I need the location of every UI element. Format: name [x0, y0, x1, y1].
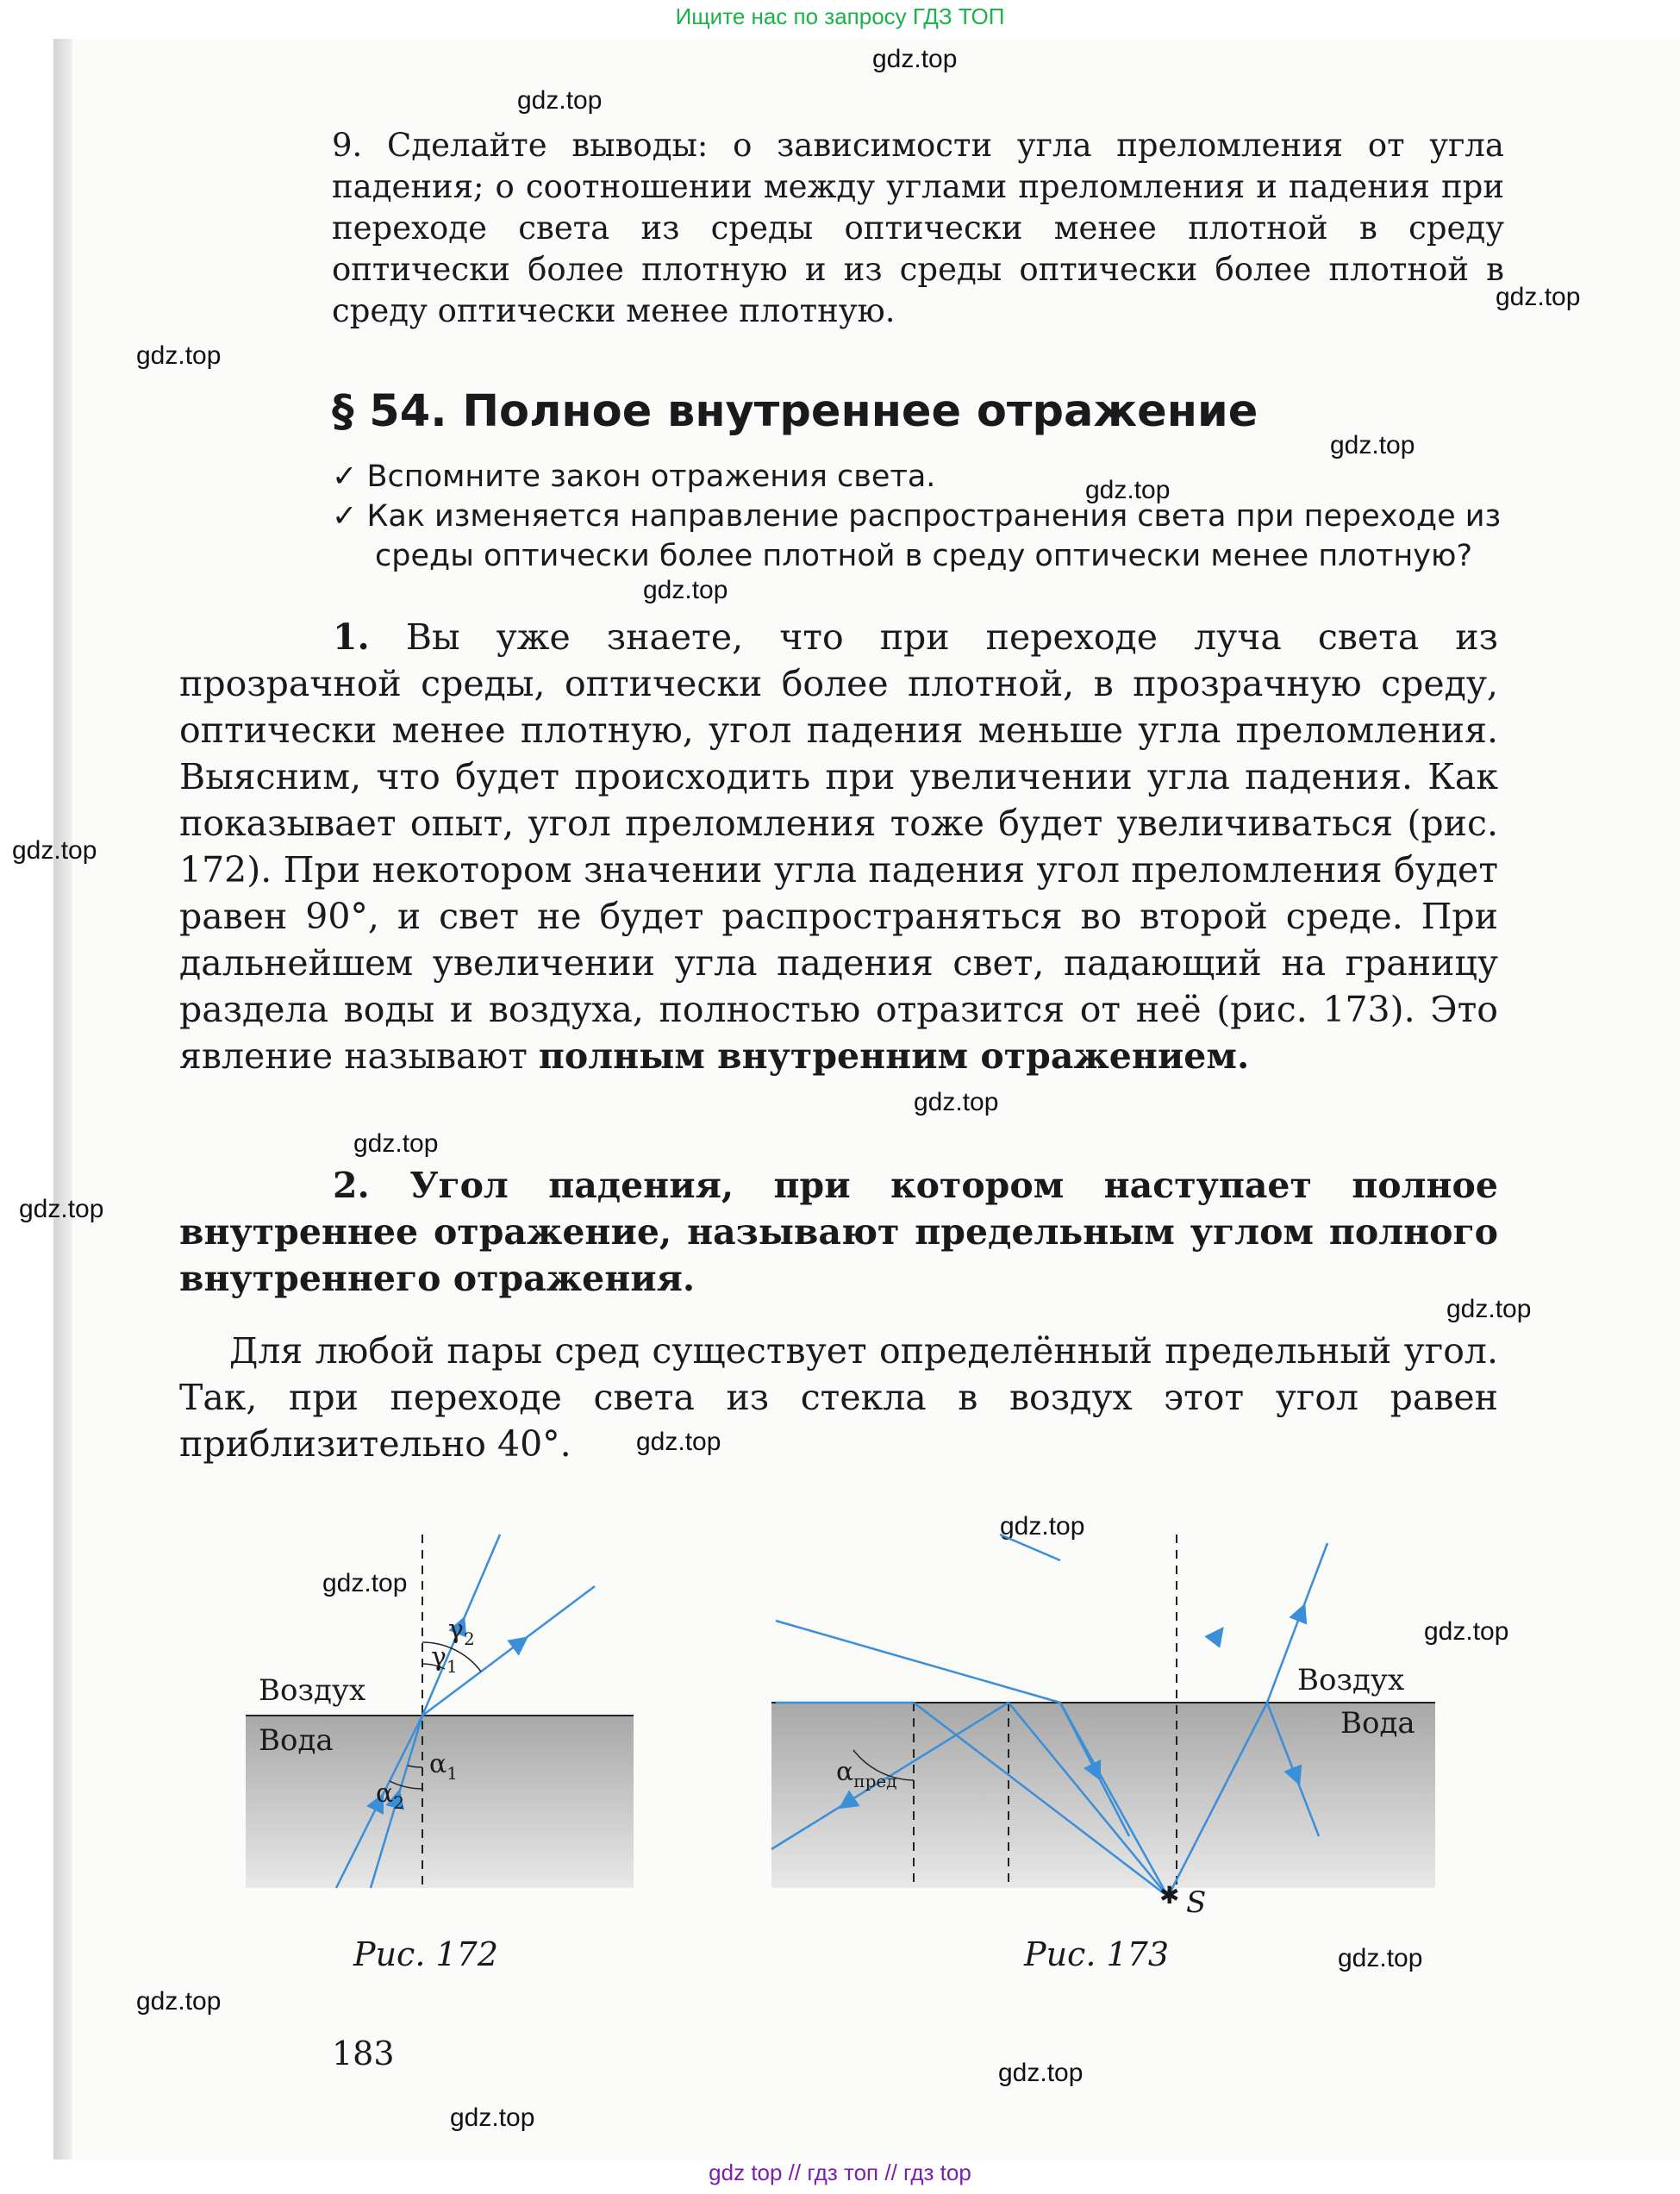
refracted-ray [776, 1621, 1060, 1703]
paragraph-3: Для любой пары сред существует определённый предельный угол. Так, при переходе света из стекла в воздух этот угол равен приблизительно 40°. [179, 1330, 1498, 1465]
question-item [332, 457, 1504, 497]
watermark: gdz.top [1000, 1512, 1085, 1541]
watermark: gdz.top [872, 45, 958, 73]
page-spine-shadow [53, 39, 72, 2160]
task-9 [332, 125, 1504, 332]
watermark: gdz.top [643, 576, 728, 604]
gamma2-label: $\gamma_2$ [448, 1615, 475, 1649]
figure-173-caption: Рис. 173 [1024, 1935, 1170, 1973]
ray [1000, 1535, 1060, 1560]
arrow [517, 1642, 521, 1645]
watermark: gdz.top [136, 341, 222, 370]
watermark: gdz.top [1424, 1617, 1509, 1646]
paragraph-1 [179, 614, 1498, 1079]
task-text: Сделайте выводы: о зависимости угла преломления от угла падения; о соотношении между углами преломления и падения при переходе света из среды оптически менее плотной в среду оптически более плотную и из среды оптически более плотной в среду оптически менее плотную. [332, 127, 1504, 329]
footer-links[interactable]: gdz top // гдз топ // гдз top [709, 2160, 971, 2185]
paragraph-2-definition [179, 1162, 1498, 1302]
figure-172-caption: Рис. 172 [353, 1935, 499, 1973]
air-label: Воздух [259, 1673, 366, 1708]
watermark: gdz.top [450, 2103, 535, 2132]
question-text: Как изменяется направление распространения света при переходе из среды оптически более плотной в среду оптически менее плотную? [366, 499, 1502, 573]
watermark: gdz.top [636, 1428, 721, 1456]
check-icon: ✓ [332, 459, 358, 494]
task-number: 9. [332, 127, 363, 164]
paragraph-number: 1. [333, 616, 370, 658]
refracted-ray-2 [422, 1586, 595, 1716]
arrow [846, 1802, 849, 1803]
watermark: gdz.top [1496, 283, 1581, 311]
watermark: gdz.top [1085, 476, 1171, 504]
water-region [771, 1703, 1435, 1888]
watermark: gdz.top [914, 1088, 999, 1116]
question-item [332, 497, 1504, 576]
watermark: gdz.top [353, 1129, 439, 1158]
question-text: Вспомните закон отражения света. [366, 459, 936, 494]
watermark: gdz.top [12, 836, 97, 865]
paragraph-number: 2. [333, 1165, 370, 1206]
section-title: § 54. Полное внутреннее отражение [332, 386, 1258, 437]
source-label: S [1186, 1885, 1207, 1920]
arrow [1215, 1635, 1218, 1638]
definition-text: Угол падения, при котором наступает полное внутреннее отражение, называют предельным углом полного внутреннего отражения. [179, 1165, 1498, 1299]
check-icon: ✓ [332, 499, 358, 534]
review-questions [332, 457, 1504, 576]
alpha1-label: $\alpha_1$ [429, 1749, 458, 1784]
water-label: Вода [259, 1723, 334, 1758]
watermark: gdz.top [136, 1987, 222, 2016]
watermark: gdz.top [1330, 431, 1415, 459]
page-number: 183 [332, 2035, 395, 2072]
gamma1-label: $\gamma_1$ [431, 1642, 458, 1677]
water-label: Вода [1340, 1706, 1415, 1741]
watermark: gdz.top [1446, 1295, 1532, 1323]
watermark: gdz.top [1338, 1944, 1423, 1972]
watermark: gdz.top [517, 86, 603, 115]
watermark: gdz.top [322, 1569, 408, 1597]
watermark: gdz.top [998, 2059, 1084, 2087]
air-label: Воздух [1297, 1663, 1405, 1697]
watermark: gdz.top [19, 1195, 104, 1223]
top-banner[interactable]: Ищите нас по запросу ГДЗ ТОП [675, 3, 1005, 29]
critical-angle-label: $\alpha_{пред}$ [836, 1757, 897, 1791]
figure-172 [241, 1517, 638, 1931]
source-mark-icon: ✱ [1159, 1881, 1180, 1910]
paragraph-text: Вы уже знаете, что при переходе луча света из прозрачной среды, оптически более плотной, в прозрачную среду, оптически менее плотную, угол падения меньше угла преломления. Выясним, что будет происходить при увеличении угла падения. Как показывает опыт, угол преломления тоже будет увеличиваться (рис. 172). При некотором значении угла падения угол преломления будет равен 90°, и свет не будет распространяться во второй среде. При дальнейшем увеличении угла падения свет, падающий на границу раздела воды и воздуха, полностью отразится от неё (рис. 173). Это явление называют [179, 616, 1498, 1077]
figure-173 [767, 1517, 1440, 1931]
alpha2-label: $\alpha_2$ [376, 1778, 404, 1813]
term-total-internal-reflection: полным внутренним отражением. [538, 1035, 1250, 1077]
